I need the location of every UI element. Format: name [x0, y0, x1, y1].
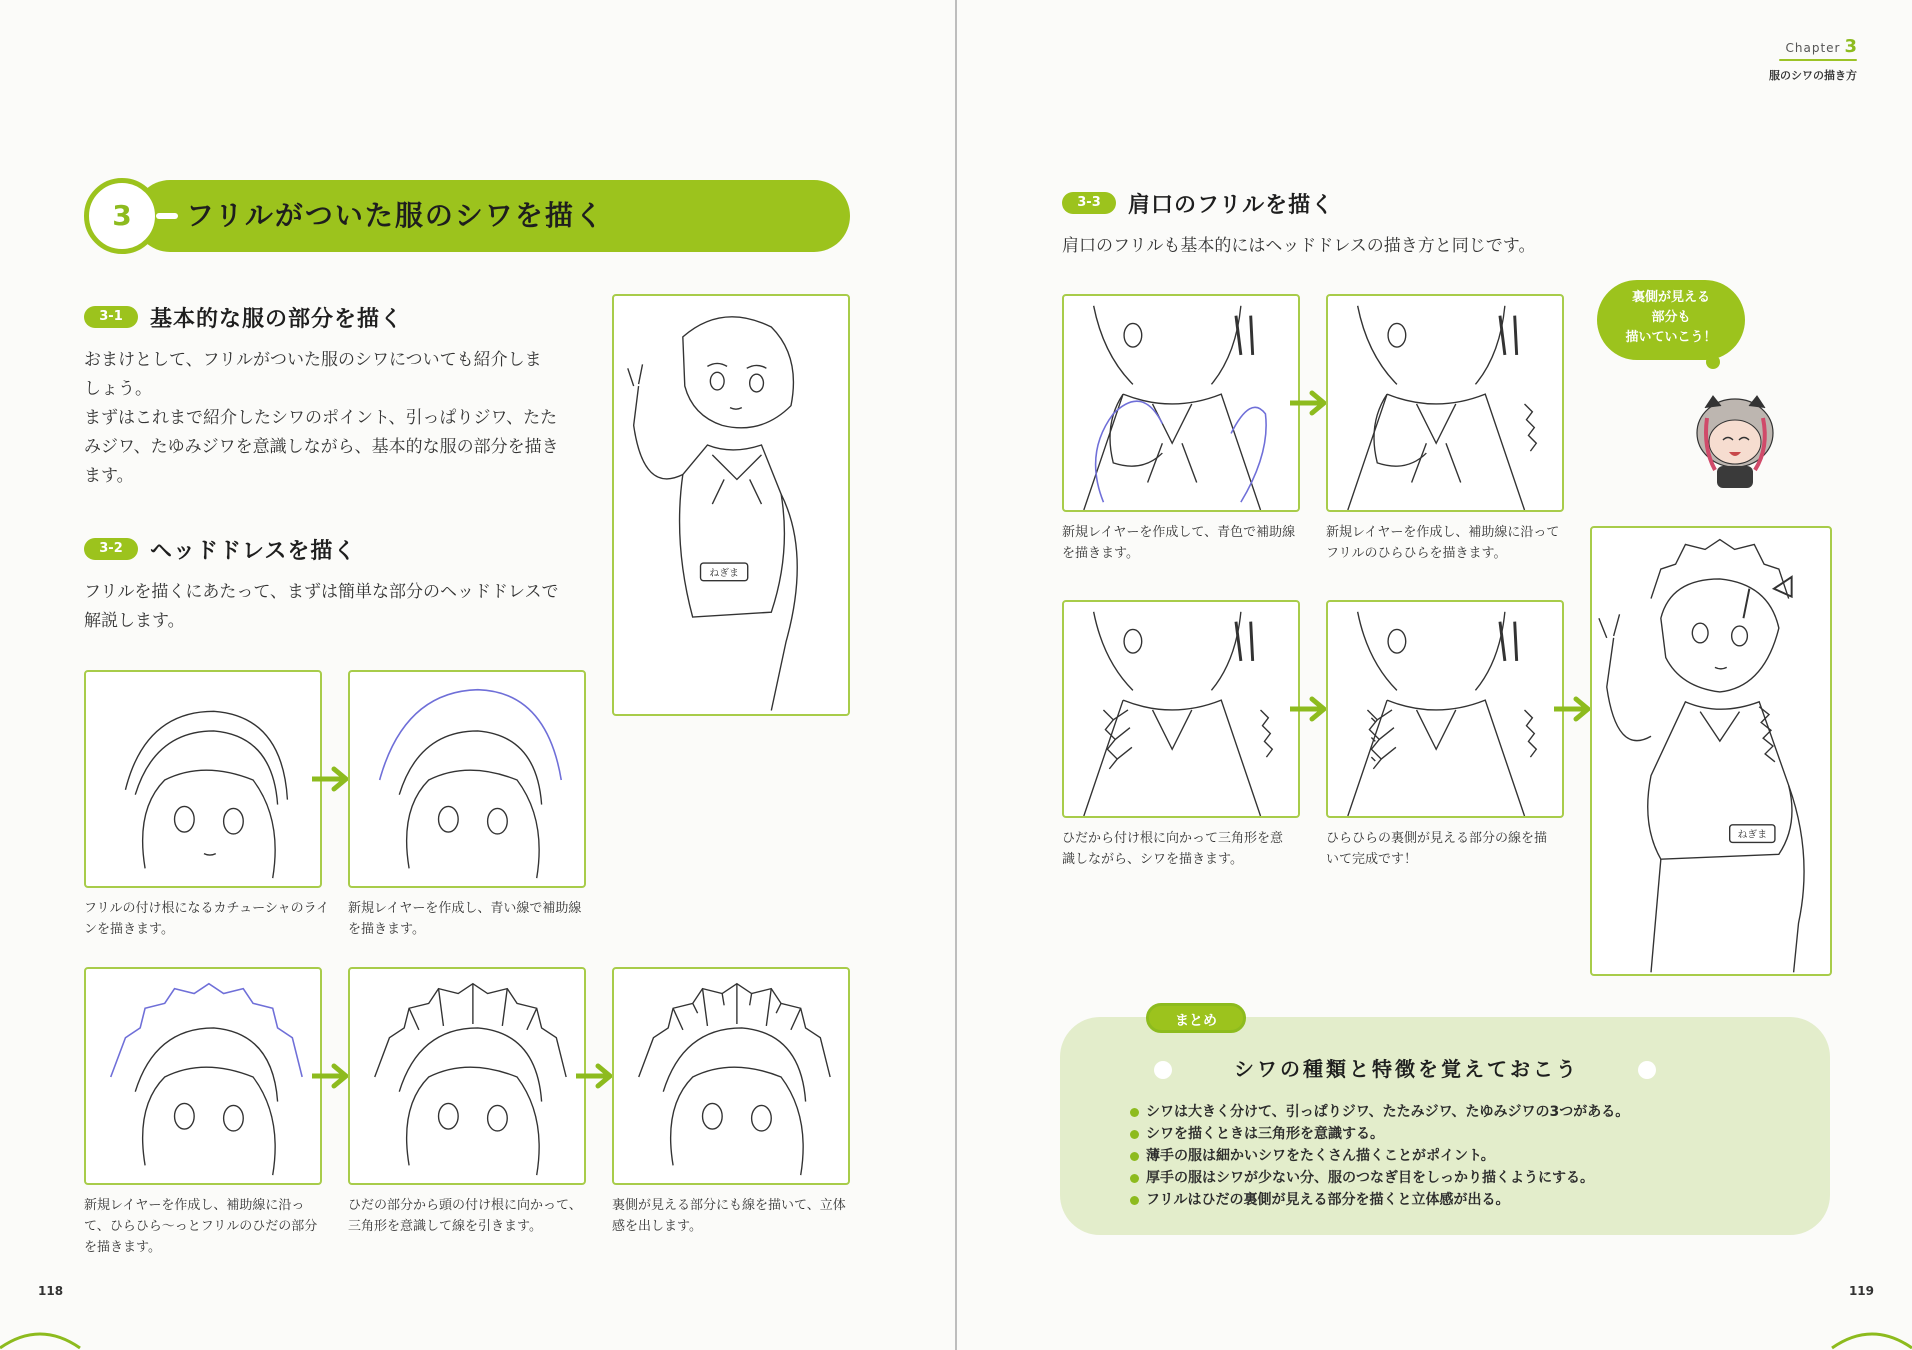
subheading-title: 基本的な服の部分を描く	[150, 306, 404, 332]
subheading-tag: 3-2	[84, 538, 138, 560]
frill-step-1	[1062, 294, 1300, 512]
caption-line: を描きます。	[1062, 546, 1139, 561]
text-line: みジワ、たゆみジワを意識しながら、基本的な服の部分を描き	[84, 437, 559, 457]
paragraph-3-2	[84, 578, 584, 636]
caption-line: 新規レイヤーを作成し、青い線で補助線	[348, 901, 582, 916]
text-line: ます。	[84, 466, 134, 486]
caption-line: ひらひらの裏側が見える部分の線を描	[1326, 831, 1548, 846]
summary-box	[1060, 1013, 1830, 1235]
subheading-tag: 3-1	[84, 306, 138, 328]
frill-step-3	[1062, 600, 1300, 818]
section-number: 3	[112, 199, 132, 232]
bubble-line: 裏側が見える	[1631, 290, 1710, 305]
headdress-step-2	[348, 670, 586, 888]
headdress-step-5	[612, 967, 850, 1185]
headdress-step-4	[348, 967, 586, 1185]
list-item: 薄手の服は細かいシワをたくさん描くことがポイント。	[1130, 1145, 1629, 1167]
subheading-title: 肩口のフリルを描く	[1128, 192, 1335, 218]
mascot-image	[1685, 378, 1785, 498]
head-sketch-image	[350, 969, 584, 1183]
headdress-step-3	[84, 967, 322, 1185]
caption-line: ンを描きます。	[84, 922, 174, 937]
text-line: おまけとして、フリルがついた服のシワについても紹介しま	[84, 350, 542, 370]
caption-step-1	[84, 898, 334, 940]
summary-tag: まとめ	[1146, 1003, 1246, 1033]
caption-line: 新規レイヤーを作成し、補助線に沿っ	[84, 1198, 305, 1213]
chapter-header	[1769, 36, 1857, 83]
name-tag-text: ねぎま	[709, 567, 739, 579]
page-corner-left	[0, 1310, 88, 1350]
section-dash	[156, 213, 178, 219]
caption-line: フリルの付け根になるカチューシャのライ	[84, 901, 330, 916]
caption-step-4	[348, 1195, 598, 1237]
shoulder-sketch-image	[1064, 296, 1298, 510]
caption-line: を描きます。	[84, 1240, 161, 1255]
page-number-left: 118	[38, 1284, 64, 1298]
caption-step-2	[348, 898, 598, 940]
caption-frill-1	[1062, 522, 1312, 564]
head-sketch-image	[614, 969, 848, 1183]
shoulder-sketch-image	[1064, 602, 1298, 816]
chapter-number: 3	[1844, 36, 1857, 57]
caption-line: 新規レイヤーを作成し、補助線に沿って	[1326, 525, 1560, 540]
subheading-title: ヘッドドレスを描く	[150, 538, 357, 564]
text-line: 解説します。	[84, 611, 185, 631]
caption-line: いて完成です！	[1326, 852, 1418, 867]
subheading-tag: 3-3	[1062, 192, 1116, 214]
frill-step-4	[1326, 600, 1564, 818]
list-item: シワは大きく分けて、引っぱりジワ、たたみジワ、たゆみジワの3つがある。	[1130, 1101, 1629, 1123]
caption-line: 裏側が見える部分にも線を描いて、立体	[612, 1198, 846, 1213]
caption-line: 新規レイヤーを作成して、青色で補助線	[1062, 525, 1296, 540]
shoulder-sketch-image	[1328, 296, 1562, 510]
subheading-3-2	[84, 534, 356, 564]
bubble-line: 描いていこう！	[1625, 330, 1717, 345]
chapter-label: Chapter	[1785, 41, 1841, 55]
head-sketch-image	[350, 672, 584, 886]
caption-line: 感を出します。	[612, 1219, 702, 1234]
paragraph-3-1	[84, 346, 584, 491]
caption-frill-2	[1326, 522, 1576, 564]
caption-frill-3	[1062, 828, 1312, 870]
caption-step-3	[84, 1195, 334, 1258]
chapter-underline	[1779, 59, 1857, 61]
caption-line: ひだの部分から頭の付け根に向かって、	[348, 1198, 582, 1213]
name-tag-text: ねぎま	[1737, 829, 1768, 841]
head-sketch-image	[86, 969, 320, 1183]
text-line: しょう。	[84, 379, 152, 399]
page-number-right: 119	[1848, 1284, 1874, 1298]
headdress-step-1	[84, 670, 322, 888]
maid-sketch-image	[1592, 528, 1830, 974]
list-item: フリルはひだの裏側が見える部分を描くと立体感が出る。	[1130, 1189, 1629, 1211]
text-line: まずはこれまで紹介したシワのポイント、引っぱりジワ、たた	[84, 408, 558, 428]
summary-list	[1130, 1101, 1629, 1211]
caption-line: 三角形を意識して線を引きます。	[348, 1219, 542, 1234]
caption-line: て、ひらひら〜っとフリルのひだの部分	[84, 1219, 318, 1234]
illustration-finished-maid	[1590, 526, 1832, 976]
caption-frill-4	[1326, 828, 1576, 870]
illustration-base-clothes	[612, 294, 850, 716]
section-banner	[84, 178, 850, 254]
list-item: 厚手の服はシワが少ない分、服のつなぎ目をしっかり描くようにする。	[1130, 1167, 1629, 1189]
caption-line: ひだから付け根に向かって三角形を意	[1062, 831, 1284, 846]
head-sketch-image	[86, 672, 320, 886]
caption-line: フリルのひらひらを描きます。	[1326, 546, 1507, 561]
caption-line: を描きます。	[348, 922, 425, 937]
subheading-3-3	[1062, 188, 1334, 218]
text-line: フリルを描くにあたって、まずは簡単な部分のヘッドドレスで	[84, 582, 559, 602]
speech-bubble	[1597, 280, 1745, 360]
paragraph-3-3: 肩口のフリルも基本的にはヘッドドレスの描き方と同じです。	[1062, 236, 1536, 256]
caption-step-5	[612, 1195, 862, 1237]
chapter-subtitle: 服のシワの描き方	[1769, 69, 1857, 82]
section-title: フリルがついた服のシワを描く	[186, 199, 605, 232]
bubble-tail	[1703, 352, 1723, 372]
bubble-line: 部分も	[1651, 310, 1691, 325]
summary-title: シワの種類と特徴を覚えておこう	[1234, 1057, 1579, 1081]
subheading-3-1	[84, 302, 403, 332]
caption-line: 識しながら、シワを描きます。	[1062, 852, 1243, 867]
shoulder-sketch-image	[1328, 602, 1562, 816]
frill-step-2	[1326, 294, 1564, 512]
page-corner-right	[1824, 1310, 1912, 1350]
list-item: シワを描くときは三角形を意識する。	[1130, 1123, 1629, 1145]
girl-sketch-image	[614, 296, 848, 714]
